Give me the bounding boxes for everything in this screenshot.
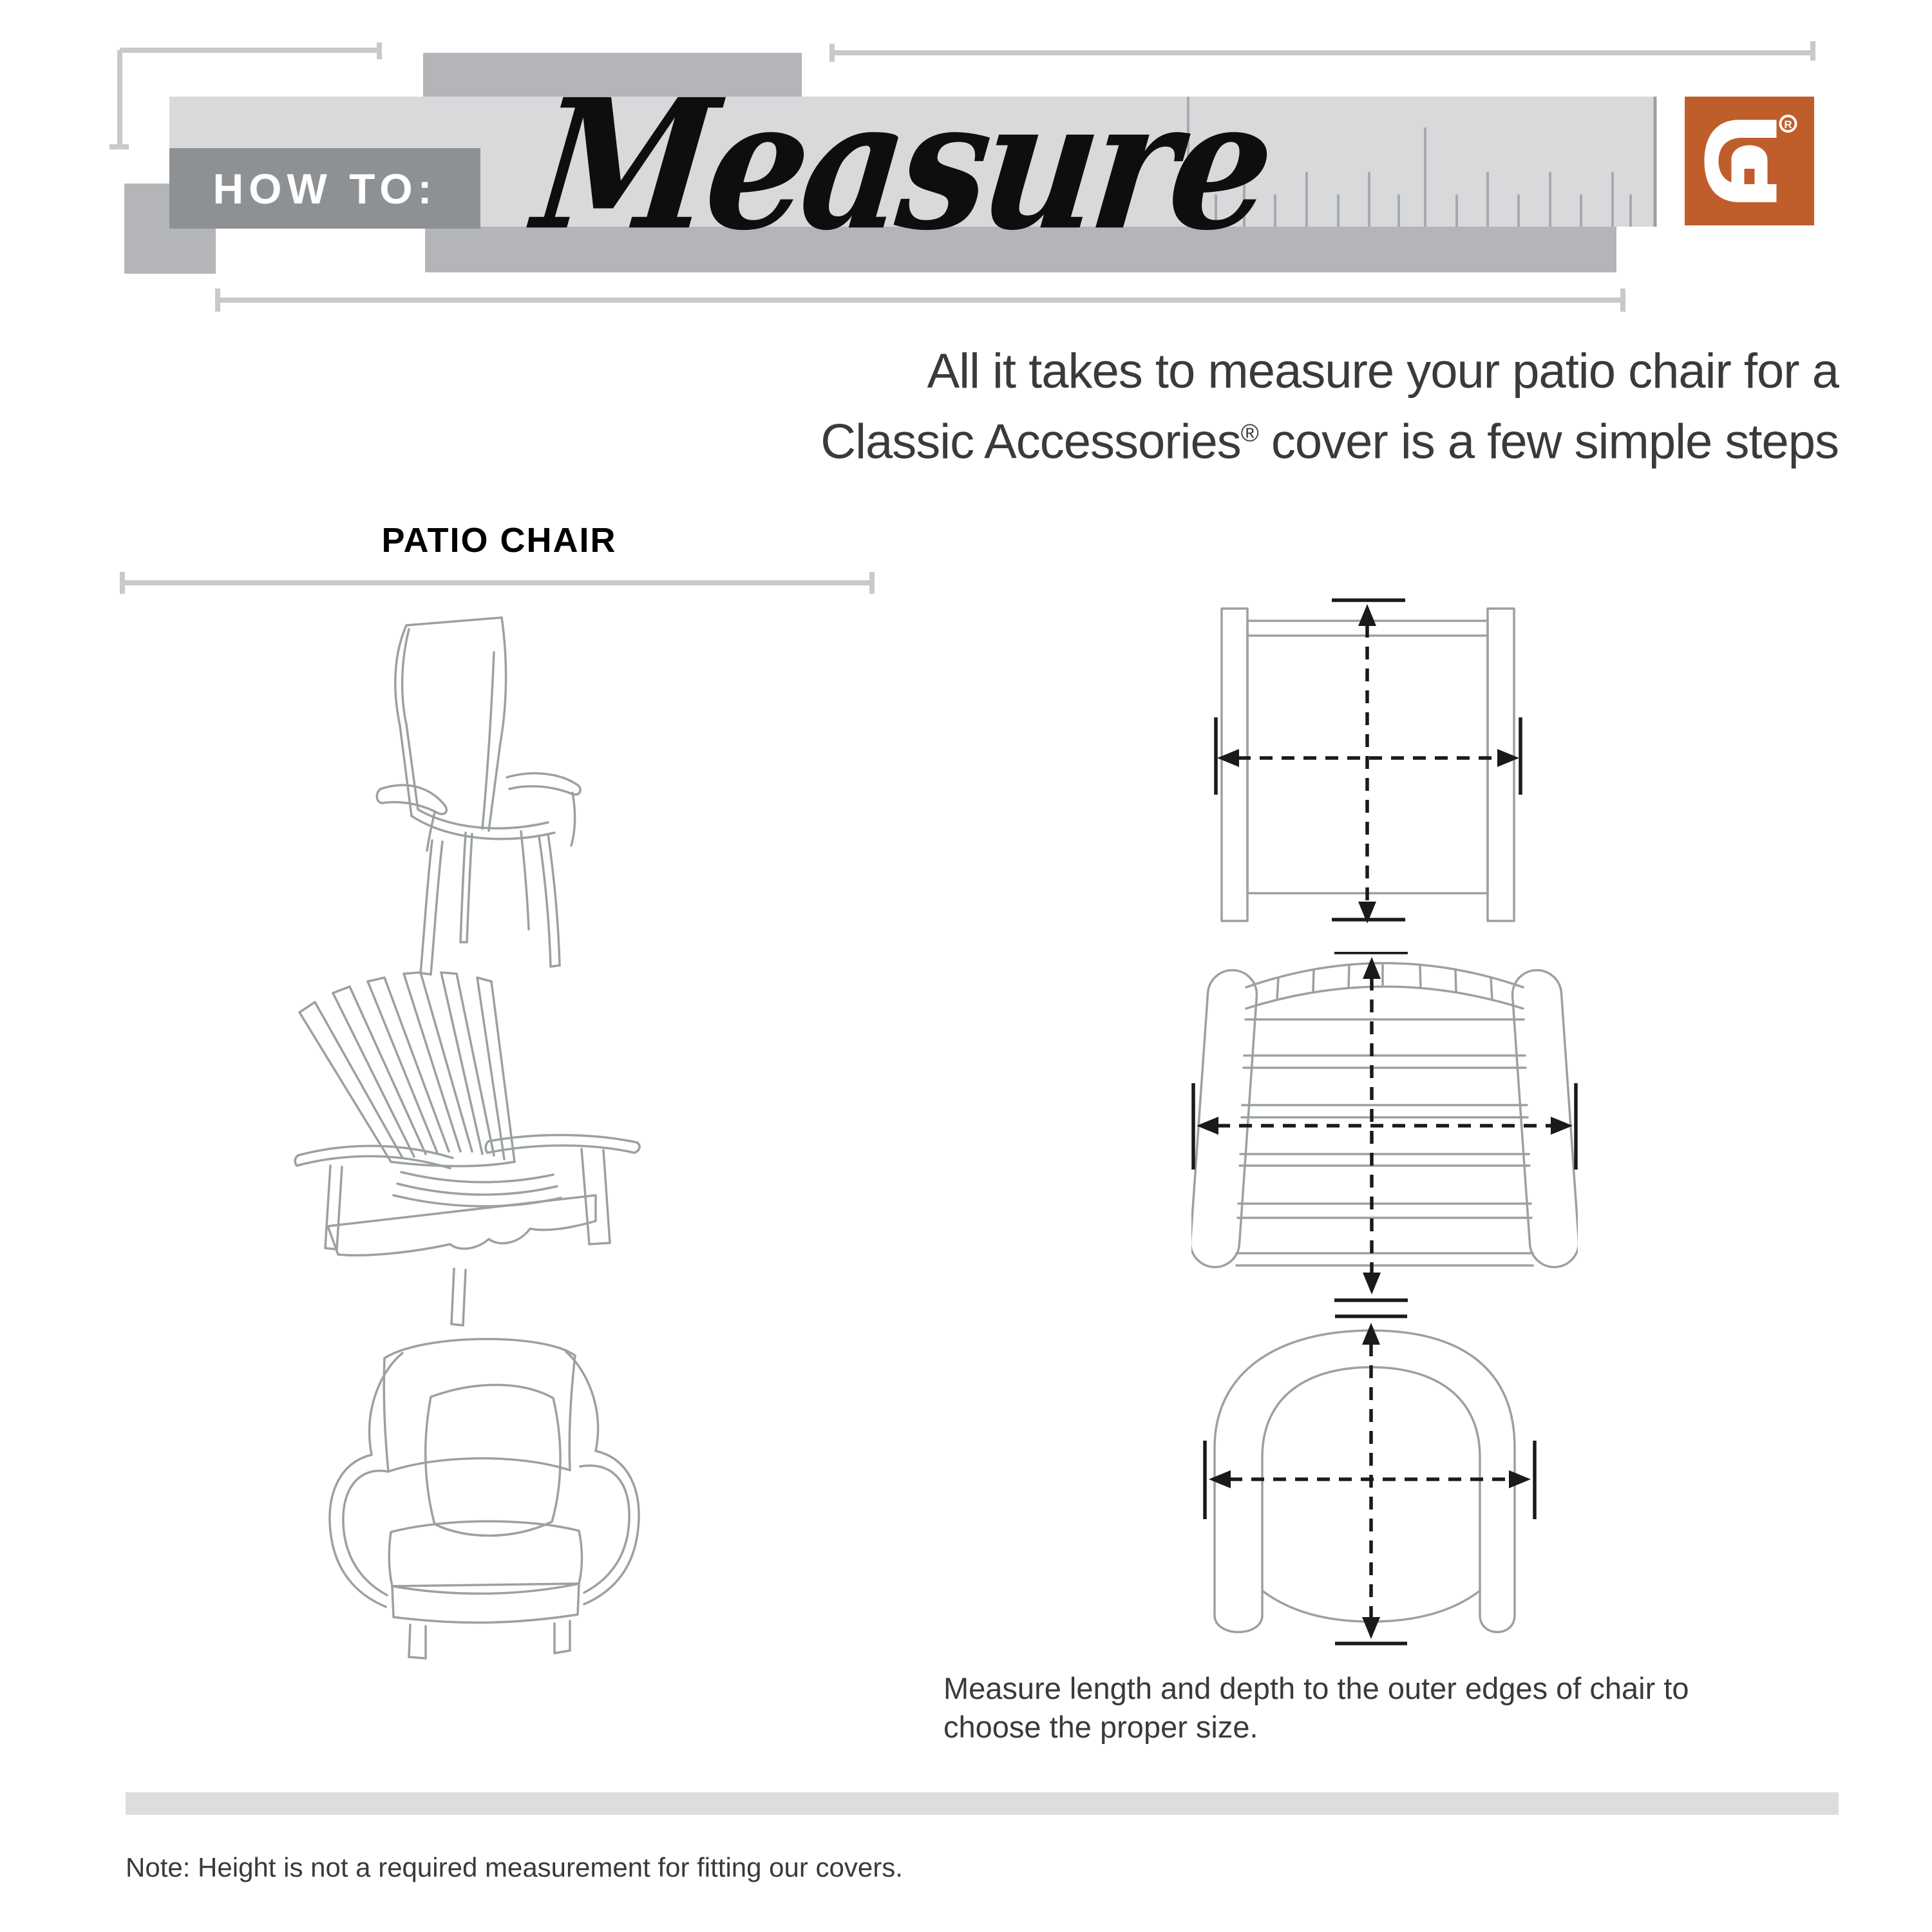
club-chair-top-view-diagram	[1201, 1312, 1542, 1673]
intro-text	[820, 340, 1839, 473]
caption-line1: Measure length and depth to the outer edges of chair to	[943, 1671, 1689, 1705]
page-title: Measure	[526, 60, 1278, 270]
kicker-box	[169, 148, 480, 229]
kicker-label: HOW TO:	[213, 164, 437, 213]
depth-measure-arrow	[1332, 600, 1405, 923]
section-label: PATIO CHAIR	[381, 521, 617, 560]
section-underline	[113, 567, 886, 599]
svg-text:R: R	[1784, 118, 1792, 131]
classic-accessories-monogram-icon	[1685, 97, 1814, 225]
measure-caption	[943, 1669, 1689, 1747]
adirondack-chair-illustration	[293, 966, 660, 1336]
caption-line2: choose the proper size.	[943, 1710, 1258, 1744]
footer-note: Note: Height is not a required measurement for fitting our covers.	[126, 1852, 903, 1882]
brand-logo	[1685, 97, 1814, 225]
square-chair-top-view-diagram	[1211, 592, 1526, 927]
intro-line2: Classic Accessories® cover is a few simple steps	[820, 414, 1839, 469]
adirondack-top-view-diagram	[1191, 952, 1578, 1306]
registered-mark: ®	[1240, 420, 1258, 447]
footer-divider	[126, 1792, 1839, 1815]
wicker-lounge-chair-illustration	[325, 1317, 644, 1668]
sling-patio-chair-illustration	[370, 615, 592, 989]
intro-line1: All it takes to measure your patio chair for a	[927, 344, 1839, 399]
